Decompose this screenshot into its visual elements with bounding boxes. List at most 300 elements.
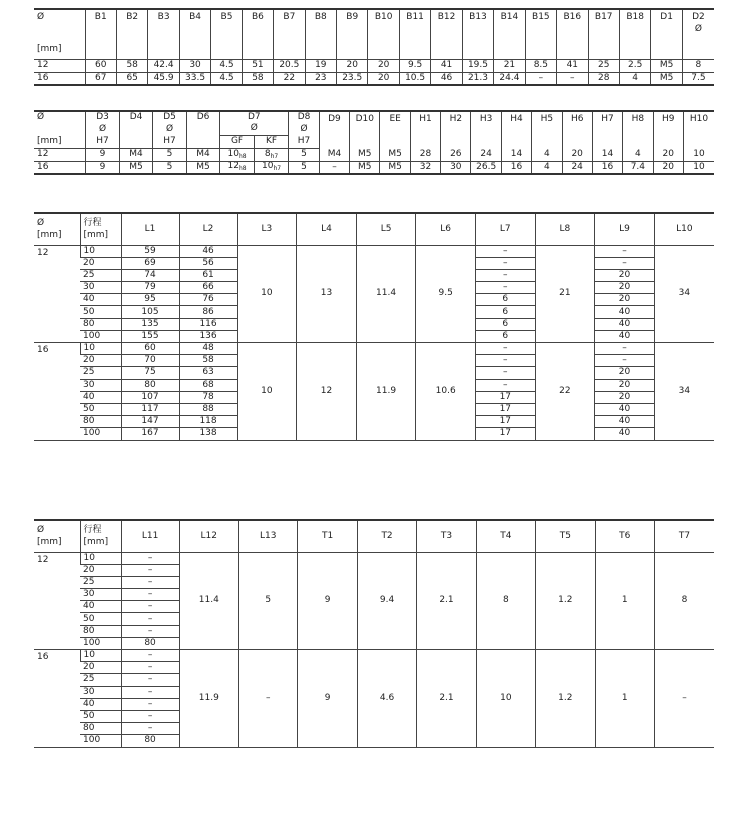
- table-cell: 2.1: [417, 552, 476, 650]
- header-line: B4: [189, 12, 201, 22]
- column-header: Ø: [86, 123, 120, 135]
- dia-cell: 16: [34, 72, 85, 85]
- stroke-cell: 25: [80, 576, 121, 588]
- table-cell: 40: [595, 403, 655, 415]
- dimensions-table-d-h: [34, 110, 714, 175]
- table-cell: 8: [654, 552, 714, 650]
- stroke-cell: 80: [80, 416, 121, 428]
- table-cell: 10.5: [399, 72, 430, 85]
- header-line: B11: [406, 12, 424, 22]
- column-header: [274, 9, 305, 59]
- column-header: [179, 9, 210, 59]
- table-cell: 10: [683, 148, 714, 161]
- table-cell: 60: [121, 343, 179, 355]
- table-cell: 24.4: [494, 72, 525, 85]
- column-header: L1: [121, 213, 179, 245]
- table-cell: 51: [242, 59, 273, 72]
- table-cell: 5: [153, 161, 187, 174]
- table-cell: 69: [121, 257, 179, 269]
- column-header: L6: [416, 213, 476, 245]
- table-cell: –: [595, 355, 655, 367]
- column-header: Ø: [220, 123, 289, 135]
- table-cell: 17: [475, 391, 535, 403]
- column-header: L10: [654, 213, 714, 245]
- column-header: T2: [357, 520, 416, 552]
- table-cell: 9.5: [399, 59, 430, 72]
- stroke-header: [80, 520, 121, 552]
- table-cell: 6: [475, 306, 535, 318]
- column-header: [242, 9, 273, 59]
- table-cell: 34: [654, 245, 714, 343]
- table-cell: 26: [441, 148, 471, 161]
- table-cell: 4: [532, 161, 562, 174]
- table-cell: –: [121, 686, 179, 698]
- stroke-cell: 10: [80, 245, 121, 257]
- table-cell: 23.5: [337, 72, 368, 85]
- table-cell: –: [475, 379, 535, 391]
- column-header: D5: [153, 111, 187, 123]
- column-header: L9: [595, 213, 655, 245]
- table-cell: 40: [595, 330, 655, 342]
- table-cell: –: [475, 367, 535, 379]
- column-header: T5: [536, 520, 595, 552]
- table-cell: 20: [368, 72, 399, 85]
- table-cell: 76: [179, 294, 237, 306]
- column-header: [337, 9, 368, 59]
- dia-cell: 16: [34, 343, 80, 441]
- table-cell: 8: [476, 552, 535, 650]
- column-header: H10: [683, 111, 714, 148]
- dimensions-table-l-t: [34, 519, 714, 748]
- column-header: D3: [86, 111, 120, 123]
- column-header: D10: [350, 111, 380, 148]
- table-cell: M5: [350, 161, 380, 174]
- header-line: Ø: [37, 524, 45, 535]
- column-header: [305, 9, 336, 59]
- stroke-cell: 100: [80, 428, 121, 440]
- table-cell: 9: [86, 161, 120, 174]
- column-header: D6: [186, 111, 220, 123]
- column-header: [431, 9, 462, 59]
- table-cell: 40: [595, 318, 655, 330]
- table-cell: –: [121, 674, 179, 686]
- stroke-cell: 10: [80, 650, 121, 662]
- table-cell: 20.5: [274, 59, 305, 72]
- column-header: D4: [119, 111, 153, 123]
- dimensions-table-l: [34, 212, 714, 441]
- table-cell: 40: [595, 416, 655, 428]
- table-cell: 4.5: [211, 59, 242, 72]
- table-cell: 4: [619, 72, 650, 85]
- table-cell: [34, 123, 86, 135]
- table-cell: 58: [179, 355, 237, 367]
- table-cell: 21.3: [462, 72, 493, 85]
- table-cell: 5: [289, 148, 319, 161]
- table-cell: 41: [431, 59, 462, 72]
- table-cell: 22: [535, 343, 595, 441]
- table-cell: –: [121, 710, 179, 722]
- table-cell: 46: [179, 245, 237, 257]
- header-line: B15: [532, 12, 550, 22]
- table-cell: –: [595, 245, 655, 257]
- column-header: D8: [289, 111, 319, 123]
- table-cell: 17: [475, 428, 535, 440]
- table-cell: 88: [179, 403, 237, 415]
- table-cell: 32: [410, 161, 440, 174]
- column-header: H7: [592, 111, 622, 148]
- table-cell: 12: [297, 343, 357, 441]
- column-header: [525, 9, 556, 59]
- table-cell: M5: [651, 59, 682, 72]
- table-cell: 80: [121, 637, 179, 649]
- table-cell: 4.6: [357, 650, 416, 748]
- table-cell: 9: [86, 148, 120, 161]
- column-header: T3: [417, 520, 476, 552]
- table-cell: 10.6: [416, 343, 476, 441]
- table-cell: 74: [121, 269, 179, 281]
- table-cell: 40: [595, 306, 655, 318]
- stroke-header: [80, 213, 121, 245]
- stroke-cell: 50: [80, 306, 121, 318]
- table-cell: M5: [380, 161, 410, 174]
- table-cell: 75: [121, 367, 179, 379]
- tolerance: h8: [238, 165, 247, 173]
- column-header: GF: [220, 135, 255, 148]
- column-header: [682, 9, 714, 59]
- table-cell: 40: [595, 428, 655, 440]
- value: 8: [264, 148, 271, 159]
- table-cell: 21: [535, 245, 595, 343]
- stroke-cell: 80: [80, 625, 121, 637]
- table-cell: M5: [350, 148, 380, 161]
- table-cell: 13: [297, 245, 357, 343]
- header-line: B14: [500, 12, 519, 22]
- table-cell: 1.2: [536, 552, 595, 650]
- column-header: [148, 9, 179, 59]
- table-cell: [254, 161, 289, 174]
- table-cell: 45.9: [148, 72, 179, 85]
- table-cell: [119, 123, 153, 135]
- table-cell: 5: [153, 148, 187, 161]
- column-header: L12: [179, 520, 238, 552]
- dia-header: [34, 213, 80, 245]
- dia-cell: 12: [34, 552, 80, 650]
- table-cell: 19: [305, 59, 336, 72]
- table-cell: 26.5: [471, 161, 501, 174]
- column-header: T7: [654, 520, 714, 552]
- table-cell: 20: [595, 367, 655, 379]
- column-header: [651, 9, 682, 59]
- stroke-cell: 80: [80, 318, 121, 330]
- value: 10: [262, 161, 274, 172]
- table-cell: 7.5: [682, 72, 714, 85]
- table-cell: 60: [85, 59, 116, 72]
- header-line: B17: [594, 12, 613, 22]
- dia-cell: 12: [34, 245, 80, 343]
- column-header: H3: [471, 111, 501, 148]
- table-cell: 16: [501, 161, 531, 174]
- table-cell: M4: [319, 148, 349, 161]
- table-cell: M5: [651, 72, 682, 85]
- table-cell: –: [557, 72, 588, 85]
- header-line: Ø: [37, 12, 45, 22]
- stroke-cell: 20: [80, 662, 121, 674]
- header-line: B1: [94, 12, 107, 22]
- table-cell: M5: [186, 161, 220, 174]
- table-cell: 9: [298, 552, 357, 650]
- stroke-cell: 40: [80, 391, 121, 403]
- value: 12: [227, 161, 239, 172]
- column-header: [557, 9, 588, 59]
- table-cell: 167: [121, 428, 179, 440]
- stroke-cell: 25: [80, 367, 121, 379]
- table-cell: –: [475, 343, 535, 355]
- table-cell: 30: [179, 59, 210, 72]
- stroke-cell: 10: [80, 552, 121, 564]
- table-cell: 79: [121, 282, 179, 294]
- column-header: L4: [297, 213, 357, 245]
- table-cell: 28: [588, 72, 619, 85]
- header-line: B8: [314, 12, 327, 22]
- column-header: L11: [121, 520, 179, 552]
- dia-header: [34, 520, 80, 552]
- table-cell: 138: [179, 428, 237, 440]
- table-row: [34, 9, 714, 59]
- stroke-cell: 20: [80, 257, 121, 269]
- stroke-cell: 40: [80, 294, 121, 306]
- column-header: H7: [86, 135, 120, 148]
- table-cell: –: [595, 257, 655, 269]
- column-header: H8: [623, 111, 653, 148]
- table-cell: 8.5: [525, 59, 556, 72]
- table-cell: 59: [121, 245, 179, 257]
- stroke-cell: 30: [80, 686, 121, 698]
- stroke-cell: 100: [80, 330, 121, 342]
- table-cell: –: [475, 245, 535, 257]
- table-cell: –: [475, 282, 535, 294]
- unit-label: [mm]: [34, 135, 86, 148]
- column-header: [85, 9, 116, 59]
- column-header: [116, 9, 147, 59]
- table-cell: 24: [562, 161, 592, 174]
- table-cell: 95: [121, 294, 179, 306]
- table-cell: 4.5: [211, 72, 242, 85]
- table-cell: 105: [121, 306, 179, 318]
- table-row: [34, 650, 714, 662]
- table-cell: [186, 123, 220, 135]
- table-cell: 61: [179, 269, 237, 281]
- table-cell: M4: [119, 148, 153, 161]
- header-line: B10: [374, 12, 393, 22]
- table-cell: 107: [121, 391, 179, 403]
- table-cell: –: [475, 355, 535, 367]
- table-cell: M5: [119, 161, 153, 174]
- header-line: B5: [220, 12, 233, 22]
- column-header: [462, 9, 493, 59]
- table-cell: 30: [441, 161, 471, 174]
- tolerance: h8: [238, 152, 247, 160]
- tolerance: h7: [270, 152, 279, 160]
- header-line: B13: [469, 12, 487, 22]
- table-cell: 147: [121, 416, 179, 428]
- table-cell: 25: [588, 59, 619, 72]
- table-cell: 11.4: [356, 245, 416, 343]
- table-cell: 1.2: [536, 650, 595, 748]
- column-header: T4: [476, 520, 535, 552]
- table-cell: 24: [471, 148, 501, 161]
- table-cell: 10: [476, 650, 535, 748]
- table-cell: 20: [595, 391, 655, 403]
- table-cell: 19.5: [462, 59, 493, 72]
- header-line: Ø: [37, 217, 45, 228]
- column-header: [368, 9, 399, 59]
- table-cell: M5: [380, 148, 410, 161]
- column-header: Ø: [153, 123, 187, 135]
- table-cell: 22: [274, 72, 305, 85]
- table-cell: 9.5: [416, 245, 476, 343]
- table-cell: 20: [595, 282, 655, 294]
- table-cell: 34: [654, 343, 714, 441]
- stroke-cell: 50: [80, 613, 121, 625]
- table-cell: 1: [595, 552, 654, 650]
- table-cell: 11.4: [179, 552, 238, 650]
- column-header: [619, 9, 650, 59]
- header-line: B2: [126, 12, 139, 22]
- header-line: D1: [660, 12, 673, 22]
- table-cell: 20: [562, 148, 592, 161]
- tolerance: h7: [273, 165, 282, 173]
- table-cell: –: [121, 589, 179, 601]
- table-cell: 20: [653, 161, 683, 174]
- table-cell: –: [595, 343, 655, 355]
- table-cell: 20: [595, 379, 655, 391]
- dia-cell: 16: [34, 161, 86, 174]
- table-cell: 11.9: [356, 343, 416, 441]
- table-cell: 4: [532, 148, 562, 161]
- table-cell: 116: [179, 318, 237, 330]
- dia-cell: 12: [34, 59, 85, 72]
- column-header: L8: [535, 213, 595, 245]
- table-cell: 10: [237, 245, 297, 343]
- table-cell: –: [121, 576, 179, 588]
- table-cell: –: [121, 723, 179, 735]
- column-header: H7: [153, 135, 187, 148]
- column-header: D7: [220, 111, 289, 123]
- table-row: [34, 111, 714, 123]
- header-line: B3: [157, 12, 170, 22]
- table-row: [34, 552, 714, 564]
- table-cell: 2.5: [619, 59, 650, 72]
- table-cell: [119, 135, 153, 148]
- table-cell: 117: [121, 403, 179, 415]
- table-cell: [220, 161, 255, 174]
- table-cell: –: [121, 552, 179, 564]
- column-header: KF: [254, 135, 289, 148]
- table-cell: 20: [337, 59, 368, 72]
- stroke-cell: 40: [80, 601, 121, 613]
- stroke-cell: 30: [80, 379, 121, 391]
- table-cell: –: [475, 269, 535, 281]
- stroke-cell: 25: [80, 674, 121, 686]
- table-cell: 118: [179, 416, 237, 428]
- table-cell: –: [121, 601, 179, 613]
- header-line: [mm]: [37, 229, 62, 240]
- header-line: B16: [563, 12, 582, 22]
- table-cell: –: [121, 613, 179, 625]
- table-cell: 16: [592, 161, 622, 174]
- table-cell: 42.4: [148, 59, 179, 72]
- column-header: H4: [501, 111, 531, 148]
- table-cell: 41: [557, 59, 588, 72]
- table-cell: 65: [116, 72, 147, 85]
- stroke-cell: 20: [80, 564, 121, 576]
- stroke-cell: 10: [80, 343, 121, 355]
- table-cell: –: [121, 662, 179, 674]
- column-header: L5: [356, 213, 416, 245]
- header-line: [mm]: [37, 536, 62, 547]
- table-cell: 63: [179, 367, 237, 379]
- table-cell: 6: [475, 318, 535, 330]
- column-header: H1: [410, 111, 440, 148]
- table-cell: 6: [475, 294, 535, 306]
- header-line: B18: [626, 12, 644, 22]
- header-line: D2: [692, 12, 705, 22]
- table-row: [34, 520, 714, 552]
- table-cell: 70: [121, 355, 179, 367]
- column-header: T6: [595, 520, 654, 552]
- table-cell: –: [239, 650, 298, 748]
- table-row: [34, 148, 714, 161]
- value: 10: [227, 148, 239, 159]
- column-header: L13: [239, 520, 298, 552]
- table-cell: 86: [179, 306, 237, 318]
- column-header: H6: [562, 111, 592, 148]
- column-header: H2: [441, 111, 471, 148]
- column-header: [494, 9, 525, 59]
- table-cell: 20: [595, 294, 655, 306]
- table-cell: 2.1: [417, 650, 476, 748]
- header-line: B7: [283, 12, 296, 22]
- table-cell: 66: [179, 282, 237, 294]
- stroke-cell: 100: [80, 735, 121, 747]
- table-cell: [254, 148, 289, 161]
- header-line: B6: [251, 12, 264, 22]
- table-cell: 20: [368, 59, 399, 72]
- header-line: Ø: [694, 24, 702, 34]
- table-cell: 135: [121, 318, 179, 330]
- table-cell: 58: [242, 72, 273, 85]
- header-line: 行程: [83, 524, 102, 535]
- dia-header: Ø: [34, 111, 86, 123]
- table-cell: –: [525, 72, 556, 85]
- table-cell: 6: [475, 330, 535, 342]
- table-cell: –: [654, 650, 714, 748]
- header-line: [mm]: [83, 229, 109, 240]
- table-cell: –: [319, 161, 349, 174]
- dia-cell: 12: [34, 148, 86, 161]
- table-row: [34, 245, 714, 257]
- column-header: D9: [319, 111, 349, 148]
- header-line: 行程: [83, 217, 102, 228]
- table-cell: 9.4: [357, 552, 416, 650]
- table-cell: 20: [653, 148, 683, 161]
- table-cell: –: [121, 625, 179, 637]
- dia-header: [34, 9, 85, 59]
- header-line: B9: [346, 12, 359, 22]
- column-header: [588, 9, 619, 59]
- column-header: H5: [532, 111, 562, 148]
- table-cell: [220, 148, 255, 161]
